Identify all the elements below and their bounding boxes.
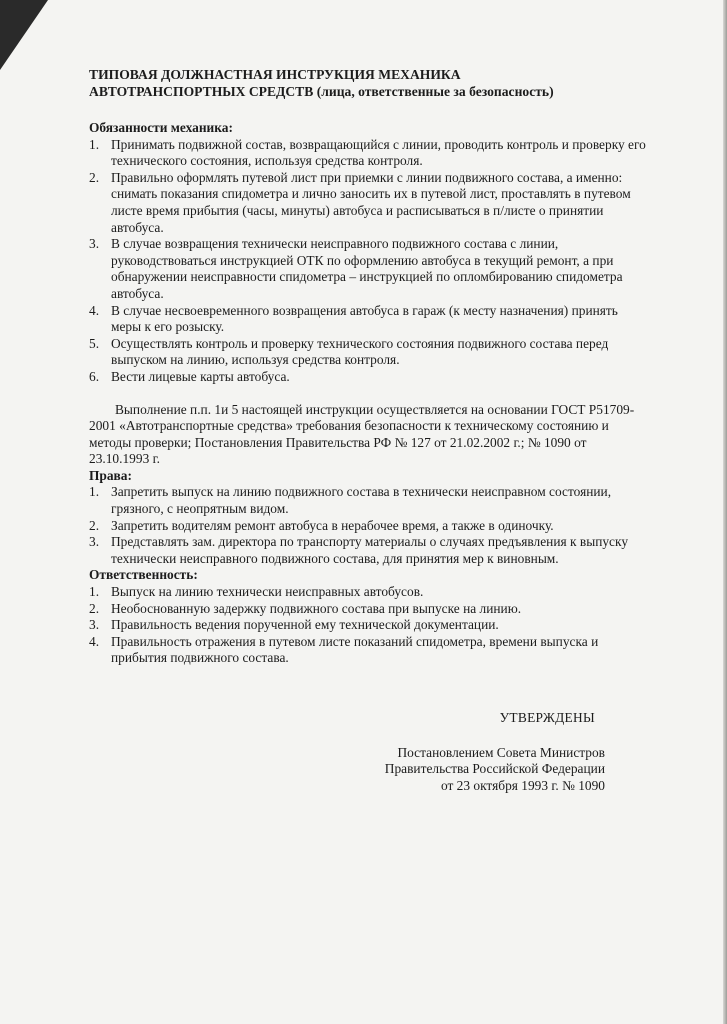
approval-line-1: Постановлением Совета Министров [397,744,605,760]
item-number: 2. [89,169,100,185]
item-text: Выпуск на линию технически неисправных автобусов. [111,584,424,600]
document-page [89,66,649,793]
list-item [89,617,649,634]
item-number: 5. [89,335,100,351]
item-text: Принимать подвижной состав, возвращающийся с линии, проводить контроль и проверку его технического состояния, используя средства контроля. [111,136,646,169]
title-line-1: ТИПОВАЯ ДОЛЖНАСТНАЯ ИНСТРУКЦИЯ МЕХАНИКА [89,67,461,82]
title-line-2: АВТОТРАНСПОРТНЫХ СРЕДСТВ (лица, ответственные за безопасность) [89,84,554,99]
list-item [89,170,649,236]
duties-heading: Обязанности механика: [89,120,233,135]
basis-paragraph: Выполнение п.п. 1и 5 настоящей инструкции осуществляется на основании ГОСТ Р51709-2001 «Автотранспортные средства» требования безопасности к техническому состоянию и методы проверки; Постановления Правительства РФ № 127 от 21.02.2002 г.; № 1090 от 23.10.1993 г. [89,401,635,467]
item-text: Осуществлять контроль и проверку технического состояния подвижного состава перед выпуском на линию, используя средства контроля. [111,335,609,368]
document-title [89,66,649,100]
item-text: Правильность ведения порученной ему технической документации. [111,617,499,633]
item-text: Необоснованную задержку подвижного состава при выпуске на линию. [111,600,522,616]
list-item [89,484,649,517]
item-text: Запретить водителям ремонт автобуса в нерабочее время, а также в одиночку. [111,517,554,533]
list-item [89,236,649,302]
item-text: В случае возвращения технически неисправного подвижного состава с линии, руководствоваться инструкцией ОТК по оформлению автобуса в текущий ремонт, а при обнаружении неисправности спидометра – инструкцией по опломбированию спидометра автобуса. [111,236,623,301]
approved-label: УТВЕРЖДЕНЫ [499,710,595,725]
item-text: Запретить выпуск на линию подвижного состава в технически неисправном состоянии, грязного, с неопрятным видом. [111,484,612,517]
approval-block [89,710,605,794]
approval-line-3: от 23 октября 1993 г. № 1090 [440,777,605,793]
list-item [89,634,649,667]
list-item [89,601,649,618]
list-item [89,336,649,369]
item-number: 2. [89,517,100,533]
item-number: 3. [89,617,100,633]
item-number: 4. [89,633,100,649]
list-item [89,303,649,336]
list-item [89,584,649,601]
item-text: Правильно оформлять путевой лист при приемки с линии подвижного состава, а именно: снимать показания спидометра и лично заносить их в путевой лист, проставлять в путевом листе время прибытия (часы, минуты) автобуса и расписываться в п/листе о принятии автобуса. [111,169,631,235]
item-number: 4. [89,302,100,318]
duties-list [89,137,649,386]
scan-right-edge [723,0,727,1024]
list-item [89,518,649,535]
list-item [89,369,649,386]
item-text: Правильность отражения в путевом листе показаний спидометра, времени выпуска и прибытия подвижного состава. [111,633,599,666]
rights-list [89,484,649,567]
responsibility-heading: Ответственность: [89,567,198,583]
item-number: 1. [89,484,100,500]
item-number: 6. [89,368,100,384]
item-number: 3. [89,534,100,550]
item-number: 1. [89,136,100,152]
approval-line-2: Правительства Российской Федерации [384,761,605,777]
item-number: 1. [89,584,100,600]
item-number: 3. [89,236,100,252]
item-text: Представлять зам. директора по транспорту материалы о случаях предъявления к выпуску технически неисправного подвижного состава, для принятия мер к виновным. [111,534,629,566]
list-item [89,137,649,170]
responsibility-list [89,584,649,667]
item-number: 2. [89,600,100,616]
list-item [89,534,649,567]
scan-dark-corner [0,0,48,70]
rights-heading: Права: [89,467,132,483]
item-text: Вести лицевые карты автобуса. [111,368,290,384]
item-text: В случае несвоевременного возвращения автобуса в гараж (к месту назначения) принять меры к его розыску. [111,302,618,335]
